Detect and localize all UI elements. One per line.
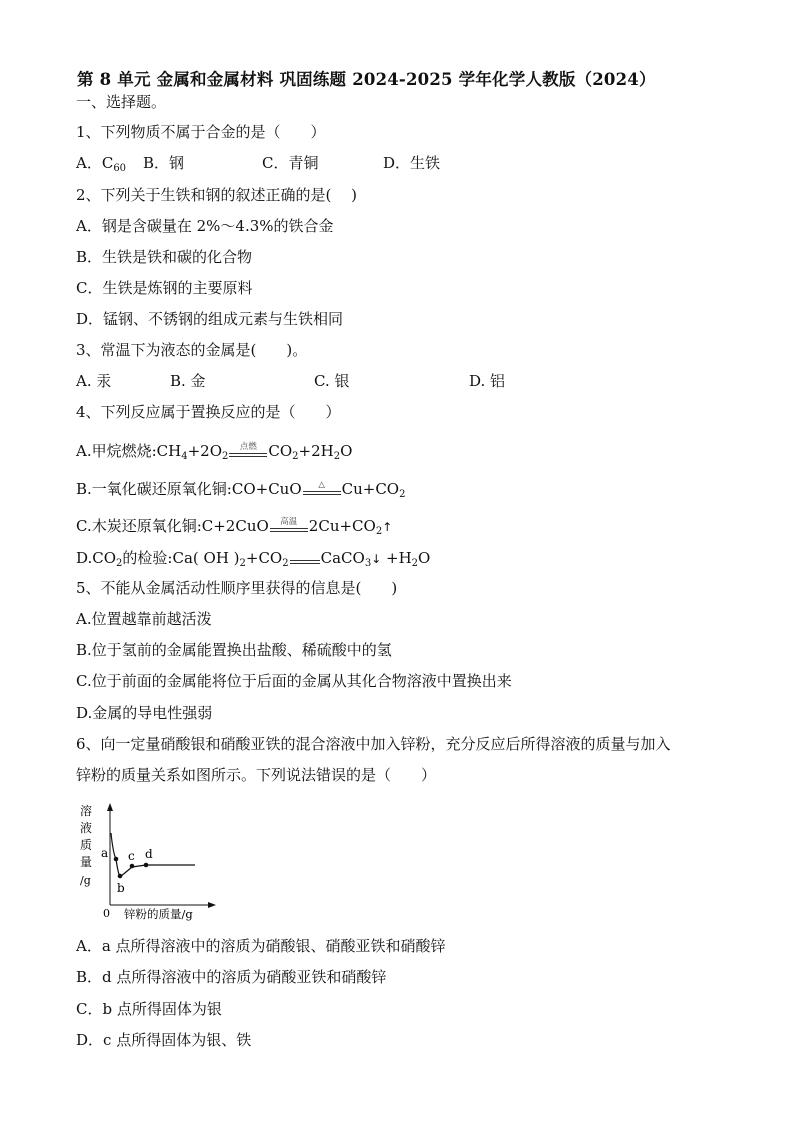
q2-option-c: C．生铁是炼钢的主要原料 [76, 279, 253, 297]
point-b-label: b [117, 881, 125, 895]
q3-stem: 3、常温下为液态的金属是( )。 [76, 341, 308, 359]
q5-option-d: D.金属的导电性强弱 [76, 704, 213, 722]
x-axis-arrow-icon [208, 902, 216, 908]
q6-option-b: B．d 点所得溶液中的溶质为硝酸亚铁和硝酸锌 [76, 968, 387, 986]
y-axis-label-5: /g [80, 874, 91, 887]
q1-stem: 1、下列物质不属于合金的是（ ） [76, 123, 326, 141]
origin-label: 0 [103, 907, 110, 920]
point-a-label: a [101, 846, 109, 860]
q1-option-a: A．$C_{60}$ [76, 154, 127, 174]
y-axis-label-2: 液 [80, 821, 93, 835]
y-axis-label-3: 质 [80, 838, 93, 852]
y-axis-arrow-icon [107, 803, 113, 811]
q2-option-d: D．锰钢、不锈钢的组成元素与生铁相同 [76, 310, 344, 328]
point-a [114, 857, 119, 862]
precipitate-down-arrow-icon: ↓ [371, 552, 382, 566]
q4-option-a: A.甲烷燃烧$:CH_4+2O_2$ 点燃 $CO_2+2H_2O$ [76, 442, 353, 462]
q3-option-a: A. 汞 [76, 372, 112, 390]
q4-option-b: B.一氧化碳还原氧化铜:CO+CuO △ $Cu+CO_2$ [76, 480, 406, 500]
q4-stem: 4、下列反应属于置换反应的是（ ） [76, 403, 341, 421]
q5-option-c: C.位于前面的金属能将位于后面的金属从其化合物溶液中置换出来 [76, 672, 512, 690]
q5-stem: 5、不能从金属活动性顺序里获得的信息是( ) [76, 579, 398, 597]
q6-option-a: A．a 点所得溶液中的溶质为硝酸银、硝酸亚铁和硝酸锌 [76, 937, 446, 955]
q4-option-c: C.木炭还原氧化铜:C+2CuO 高温 $2Cu+CO_2↑$ [76, 517, 393, 537]
q5-option-a: A.位置越靠前越活泼 [76, 610, 212, 628]
reaction-condition-arrow: △ [303, 483, 341, 497]
q3-option-c: C. 银 [314, 372, 350, 390]
q3-option-d: D. 铝 [469, 372, 506, 390]
reaction-condition-arrow: 高温 [270, 520, 308, 534]
q1-option-c: C．青铜 [262, 154, 319, 172]
q6-stem-line2: 锌粉的质量关系如图所示。下列说法错误的是（ ） [76, 766, 437, 784]
point-c-label: c [128, 849, 135, 863]
q6-option-c: C．b 点所得固体为银 [76, 1000, 222, 1018]
q1-option-b: B．钢 [143, 154, 185, 172]
y-axis-label-1: 溶 [80, 804, 93, 818]
point-c [130, 864, 135, 869]
q1-option-d: D．生铁 [383, 154, 441, 172]
q6-option-d: D．c 点所得固体为银、铁 [76, 1031, 252, 1049]
q2-option-a: A．钢是含碳量在 2%～4.3%的铁合金 [76, 217, 334, 235]
y-axis-label-4: 量 [80, 855, 93, 869]
q6-graph [70, 795, 220, 925]
q5-option-b: B.位于氢前的金属能置换出盐酸、稀硫酸中的氢 [76, 641, 392, 659]
q3-option-b: B. 金 [170, 372, 206, 390]
section-heading: 一、选择题。 [76, 93, 167, 111]
q2-option-b: B．生铁是铁和碳的化合物 [76, 248, 253, 266]
gas-up-arrow-icon: ↑ [382, 520, 393, 534]
q4-option-d: $D.CO_2$的检验:Ca( OH )$_2+CO_2$ CaCO$_3$↓ $+H_2O$ [76, 549, 431, 569]
mass-curve [111, 833, 195, 877]
point-d-label: d [145, 847, 153, 861]
page-title: 第 8 单元 金属和金属材料 巩固练题 2024-2025 学年化学人教版（2024） [77, 70, 656, 89]
point-b [118, 874, 123, 879]
reaction-condition-arrow: 点燃 [229, 445, 267, 459]
point-d [144, 863, 149, 868]
x-axis-label: 锌粉的质量/g [124, 907, 193, 921]
q6-stem-line1: 6、向一定量硝酸银和硝酸亚铁的混合溶液中加入锌粉，充分反应后所得溶液的质量与加入 [76, 735, 671, 753]
q2-stem: 2、下列关于生铁和钢的叙述正确的是( ) [76, 186, 358, 204]
reaction-equals-sign [290, 552, 320, 566]
